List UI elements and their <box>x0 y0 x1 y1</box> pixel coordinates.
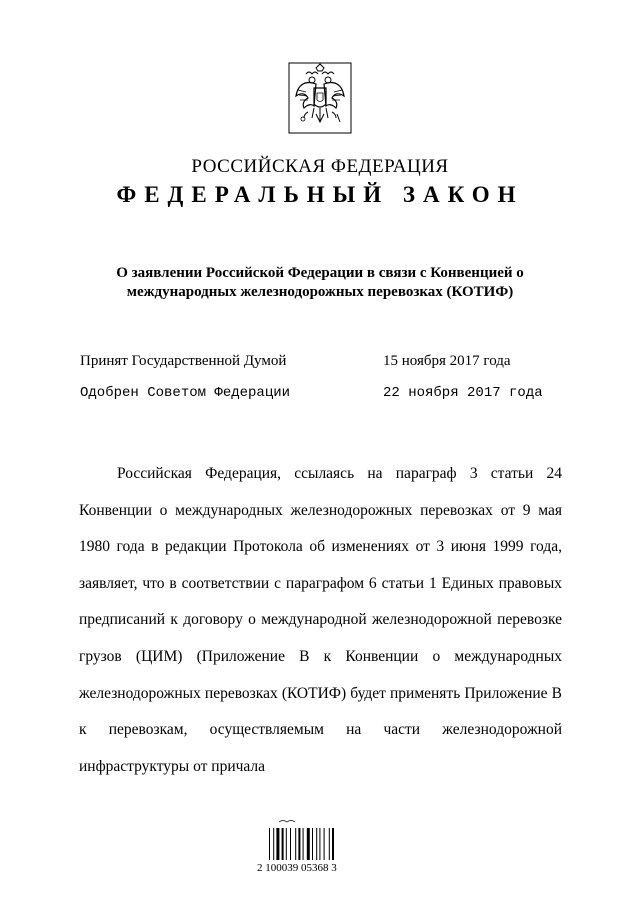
duma-label: Принят Государственной Думой <box>80 353 287 369</box>
council-label: Одобрен Советом Федерации <box>80 385 291 401</box>
coat-of-arms-icon <box>288 62 352 134</box>
body-paragraph: Российская Федерация, ссылаясь на параграф 3 статьи 24 Конвенции о международных железнодорожных перевозках от 9 мая 1980 года в редакции Протокола об изменениях от 3 июня 1999 года, заявляет, что в соответствии с параграфом 6 статьи 1 Единых правовых предписаний к договору о международной железнодорожной перевозке грузов (ЦИМ) (Приложение В к Конвенции о международных железнодорожных перевозках (КОТИФ) будет применять Приложение В к перевозкам, осуществляемым на части железнодорожной инфраструктуры от причала <box>79 465 562 775</box>
law-type-title: ФЕДЕРАЛЬНЫЙ ЗАКОН <box>116 182 524 207</box>
barcode <box>257 818 355 880</box>
country-heading: РОССИЙСКАЯ ФЕДЕРАЦИЯ <box>191 156 449 177</box>
barcode-icon <box>265 818 355 862</box>
council-date: 22 ноября 2017 года <box>383 385 543 401</box>
duma-date: 15 ноября 2017 года <box>383 353 511 369</box>
law-subject-title: О заявлении Российской Федерации в связи с Конвенцией о международных железнодорожных перевозках (КОТИФ) <box>116 265 524 300</box>
barcode-number: 2 100039 05368 3 <box>257 862 337 874</box>
law-body <box>79 456 562 785</box>
